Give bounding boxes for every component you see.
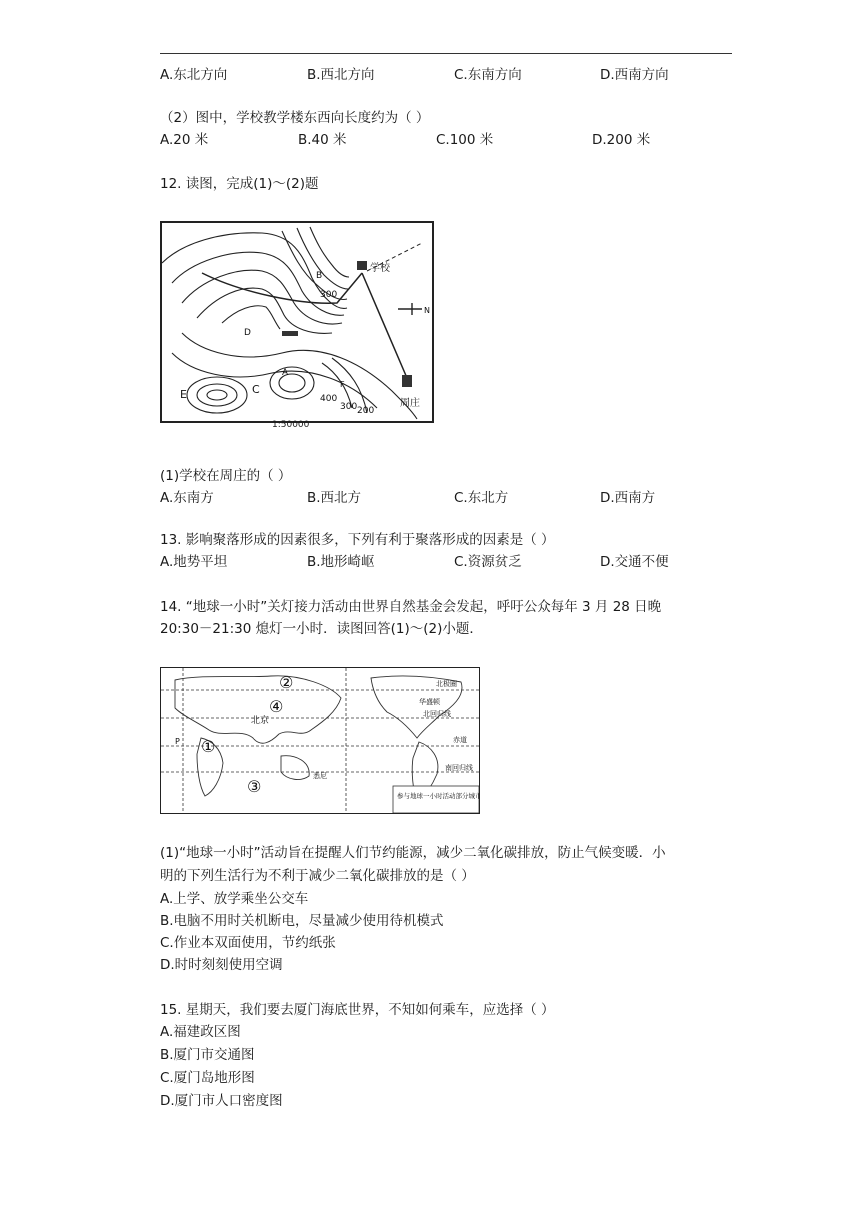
- question-stem-cont: 20:30－21:30 熄灯一小时．读图回答(1)～(2)小题．: [160, 621, 483, 637]
- question-stem: 14. “地球一小时”关灯接力活动由世界自然基金会发起，呼吁公众每年 3 月 28 日晚: [160, 599, 662, 615]
- option-c[interactable]: C.东北方: [454, 490, 509, 506]
- question-stem: 12. 读图，完成(1)～(2)题: [160, 176, 319, 192]
- letter-a: A: [282, 368, 289, 378]
- circle-1: ①: [201, 737, 216, 756]
- contour-label-300b: 300: [340, 402, 358, 412]
- north-label: N: [424, 306, 430, 315]
- option-b[interactable]: B.电脑不用时关机断电，尽量减少使用待机模式: [160, 913, 444, 929]
- circle-2: ②: [279, 673, 294, 692]
- option-d[interactable]: D.西南方: [600, 490, 656, 506]
- option-c[interactable]: C.东南方向: [454, 67, 522, 83]
- option-b[interactable]: B.地形崎岖: [307, 554, 375, 570]
- contour-label-400: 400: [320, 394, 338, 404]
- map-label-village: 周庄: [400, 398, 420, 409]
- legend-text: 参与地球一小时活动部分城市: [397, 792, 479, 800]
- circle-4: ④: [269, 697, 284, 716]
- question-stem: (1)学校在周庄的（ ）: [160, 468, 292, 484]
- label-equator: 赤道: [453, 736, 467, 744]
- contour-label-200: 200: [357, 406, 375, 416]
- option-c[interactable]: C.厦门岛地形图: [160, 1070, 255, 1086]
- question-stem: （2）图中，学校教学楼东西向长度约为（ ）: [160, 110, 430, 126]
- option-d[interactable]: D.厦门市人口密度图: [160, 1093, 283, 1109]
- question-stem-cont: 明的下列生活行为不利于减少二氧化碳排放的是（ ）: [160, 868, 475, 884]
- letter-d: D: [244, 328, 251, 338]
- option-a[interactable]: A.东南方: [160, 490, 214, 506]
- label-sydney: 悉尼: [313, 772, 327, 780]
- option-b[interactable]: B.厦门市交通图: [160, 1047, 255, 1063]
- option-a[interactable]: A.20 米: [160, 132, 209, 148]
- letter-f: F: [340, 380, 345, 389]
- option-b[interactable]: B.西北方: [307, 490, 362, 506]
- contour-map: [160, 221, 434, 423]
- option-a[interactable]: A.上学、放学乘坐公交车: [160, 891, 309, 907]
- letter-c: C: [252, 383, 260, 396]
- question-stem: 13. 影响聚落形成的因素很多，下列有利于聚落形成的因素是（ ）: [160, 532, 555, 548]
- option-b[interactable]: B.西北方向: [307, 67, 375, 83]
- circle-3: ③: [247, 777, 262, 796]
- option-d[interactable]: D.西南方向: [600, 67, 669, 83]
- option-c[interactable]: C.100 米: [436, 132, 494, 148]
- label-p: P: [175, 737, 180, 746]
- question-stem: 15. 星期天，我们要去厦门海底世界，不知如何乘车，应选择（ ）: [160, 1002, 555, 1018]
- letter-b: B: [316, 271, 323, 281]
- option-d[interactable]: D.时时刻刻使用空调: [160, 957, 283, 973]
- contour-label-300: 300: [320, 290, 338, 300]
- label-washington: 华盛顿: [419, 698, 440, 706]
- question-stem: (1)“地球一小时”活动旨在提醒人们节约能源，减少二氧化碳排放，防止气候变暖．小: [160, 845, 666, 861]
- map-scale: 1:50000: [272, 420, 310, 430]
- option-d[interactable]: D.交通不便: [600, 554, 669, 570]
- label-tropic-south: 南回归线: [445, 764, 473, 772]
- world-map: [160, 667, 480, 814]
- label-arctic-circle: 北极圈: [436, 680, 457, 688]
- label-beijing: 北京: [251, 716, 270, 726]
- option-c[interactable]: C.作业本双面使用，节约纸张: [160, 935, 336, 951]
- option-a[interactable]: A.福建政区图: [160, 1024, 241, 1040]
- letter-e: E: [180, 388, 187, 401]
- option-a[interactable]: A.东北方向: [160, 67, 228, 83]
- option-a[interactable]: A.地势平坦: [160, 554, 228, 570]
- label-tropic-north: 北回归线: [423, 710, 451, 718]
- top-divider: [160, 53, 732, 54]
- option-b[interactable]: B.40 米: [298, 132, 347, 148]
- map-label-school: 学校: [370, 263, 390, 274]
- option-d[interactable]: D.200 米: [592, 132, 651, 148]
- option-c[interactable]: C.资源贫乏: [454, 554, 522, 570]
